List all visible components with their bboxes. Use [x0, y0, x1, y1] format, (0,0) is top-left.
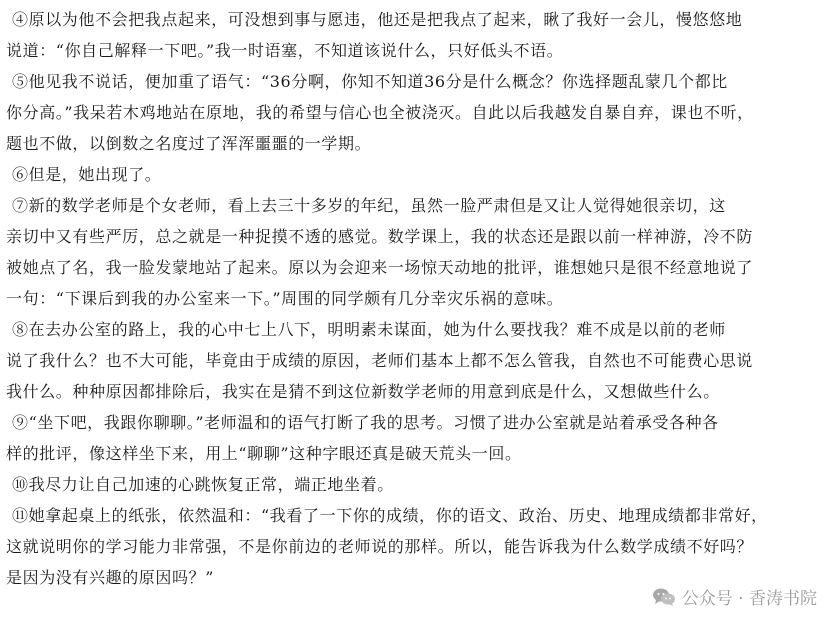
paragraph-4-line-1: ④原以为他不会把我点起来，可没想到事与愿违，他还是把我点了起来，瞅了我好一会儿，慢悠悠地 [12, 10, 743, 29]
paragraph-6-line-1: ⑥但是，她出现了。 [12, 165, 162, 184]
paragraph-8-line-2: 说了我什么？也不大可能，毕竟由于成绩的原因，老师们基本上都不怎么管我，自然也不可能费心思说 [6, 351, 754, 370]
paragraph-10-line-1: ⑩我尽力让自己加速的心跳恢复正常，端正地坐着。 [12, 475, 394, 494]
paragraph-9-line-1: ⑨“坐下吧，我跟你聊聊。”老师温和的语气打断了我的思考。习惯了进办公室就是站着承受各种各 [12, 413, 719, 432]
paragraph-7-line-1: ⑦新的数学老师是个女老师，看上去三十多岁的年纪，虽然一脸严肃但是又让人觉得她很亲切，这 [12, 196, 726, 215]
paragraph-5-line-3: 题也不做，以倒数之名度过了浑浑噩噩的一学期。 [6, 134, 372, 153]
wechat-icon [652, 587, 676, 607]
paragraph-11-line-1: ⑪她拿起桌上的纸张，依然温和：“我看了一下你的成绩，你的语文、政治、历史、地理成绩都非常好， [12, 506, 768, 525]
watermark-text: 公众号 · 香涛书院 [681, 589, 817, 609]
paragraph-7-line-4: 一句：“下课后到我的办公室来一下。”周围的同学颇有几分幸灾乐祸的意味。 [6, 289, 564, 308]
paragraph-7-line-2: 亲切中又有些严厉，总之就是一种捉摸不透的感觉。数学课上，我的状态还是跟以前一样神游，冷不防 [6, 227, 754, 246]
paragraph-11-line-2: 这就说明你的学习能力非常强，不是你前边的老师说的那样。所以，能告诉我为什么数学成绩不好吗？ [6, 537, 754, 556]
paragraph-11-line-3: 是因为没有兴趣的原因吗？” [6, 568, 214, 587]
paragraph-4-line-2: 说道：“你自己解释一下吧。”我一时语塞，不知道该说什么，只好低头不语。 [6, 41, 564, 60]
paragraph-8-line-1: ⑧在去办公室的路上，我的心中七上八下，明明素未谋面，她为什么要找我？难不成是以前的老师 [12, 320, 726, 339]
paragraph-5-line-1: ⑤他见我不说话，便加重了语气：“36分啊，你知不知道36分是什么概念？你选择题乱蒙几个都比 [12, 72, 728, 91]
document-page [6, 4, 818, 593]
paragraph-8-line-3: 我什么。种种原因都排除后，我实在是猜不到这位新数学老师的用意到底是什么，又想做些什么。 [6, 382, 720, 401]
paragraph-9-line-2: 样的批评，像这样坐下来，用上“聊聊”这种字眼还真是破天荒头一回。 [6, 444, 522, 463]
watermark [652, 584, 817, 609]
paragraph-5-line-2: 你分高。”我呆若木鸡地站在原地，我的希望与信心也全被浇灭。自此以后我越发自暴自弃，课也不听， [6, 103, 754, 122]
paragraph-7-line-3: 被她点了名，我一脸发蒙地站了起来。原以为会迎来一场惊天动地的批评，谁想她只是很不经意地说了 [6, 258, 754, 277]
